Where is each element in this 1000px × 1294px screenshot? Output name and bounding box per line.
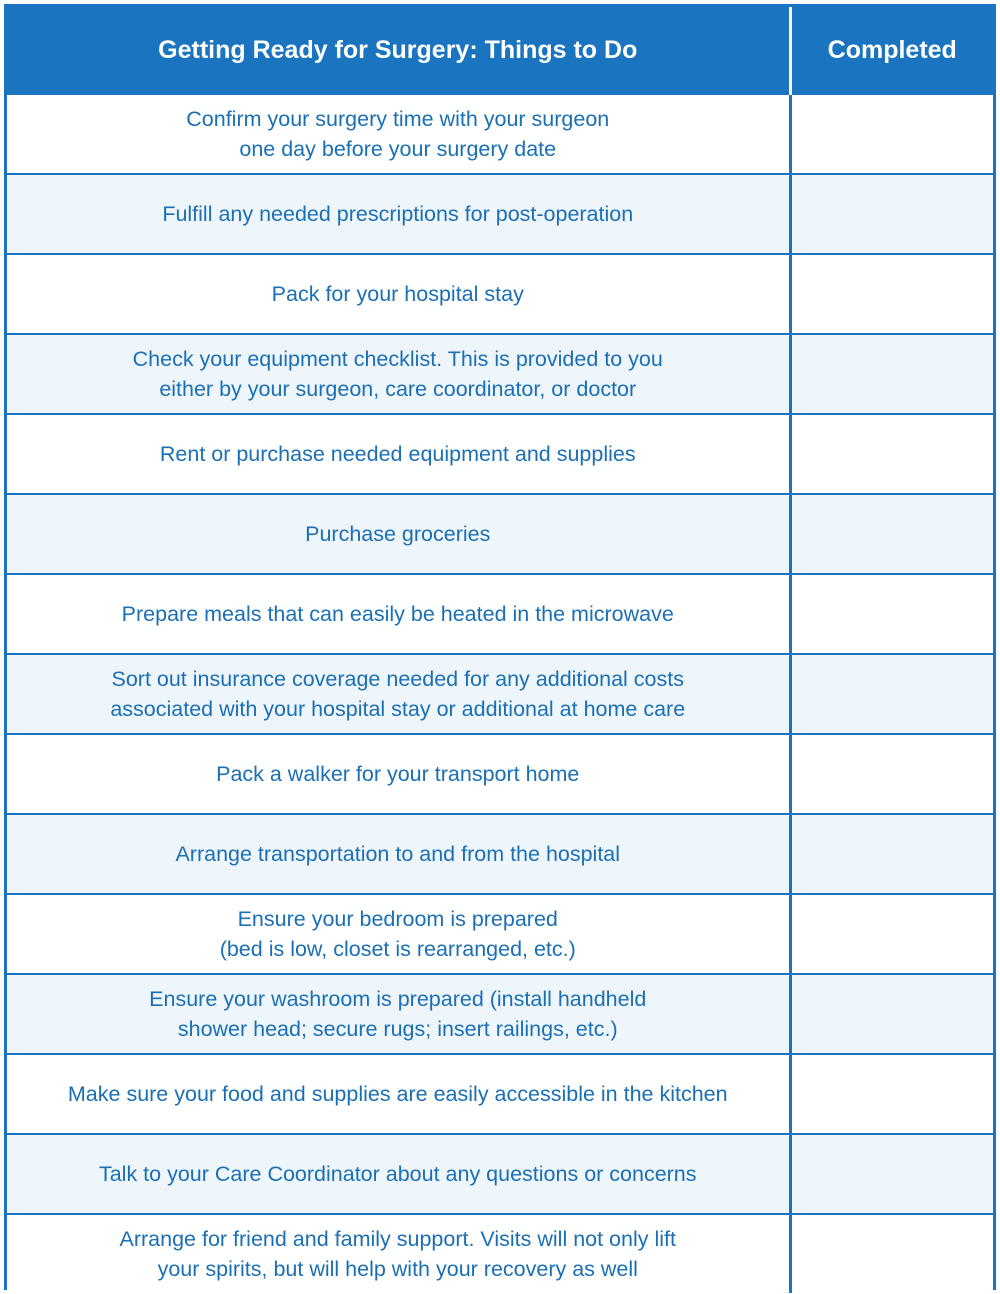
task-text: Prepare meals that can easily be heated in the microwave bbox=[121, 602, 674, 626]
task-cell bbox=[7, 1134, 790, 1214]
completed-cell[interactable] bbox=[790, 334, 993, 414]
completed-cell[interactable] bbox=[790, 654, 993, 734]
task-cell bbox=[7, 574, 790, 654]
task-cell bbox=[7, 814, 790, 894]
task-text: Make sure your food and supplies are easily accessible in the kitchen bbox=[67, 1082, 728, 1106]
table-row bbox=[7, 654, 993, 734]
table-row bbox=[7, 94, 993, 174]
task-text: Ensure your bedroom is prepared (bed is low, closet is rearranged, etc.) bbox=[219, 907, 576, 961]
table-row bbox=[7, 174, 993, 254]
completed-cell[interactable] bbox=[790, 734, 993, 814]
header-completed: Completed bbox=[790, 7, 993, 94]
completed-cell[interactable] bbox=[790, 414, 993, 494]
task-cell bbox=[7, 254, 790, 334]
completed-cell[interactable] bbox=[790, 174, 993, 254]
table-row bbox=[7, 814, 993, 894]
task-text: Talk to your Care Coordinator about any questions or concerns bbox=[98, 1162, 697, 1186]
completed-cell[interactable] bbox=[790, 894, 993, 974]
task-text: Arrange for friend and family support. Visits will not only lift your spirits, but will help with your recovery as well bbox=[119, 1227, 676, 1281]
task-cell bbox=[7, 334, 790, 414]
table-row bbox=[7, 574, 993, 654]
checklist-body bbox=[7, 94, 993, 1293]
task-cell bbox=[7, 654, 790, 734]
table-row bbox=[7, 734, 993, 814]
task-cell bbox=[7, 1214, 790, 1293]
task-cell bbox=[7, 894, 790, 974]
surgery-checklist bbox=[4, 4, 996, 1290]
header-task: Getting Ready for Surgery: Things to Do bbox=[7, 7, 790, 94]
completed-cell[interactable] bbox=[790, 1054, 993, 1134]
task-cell bbox=[7, 974, 790, 1054]
table-row bbox=[7, 254, 993, 334]
completed-cell[interactable] bbox=[790, 574, 993, 654]
task-text: Purchase groceries bbox=[305, 522, 491, 546]
task-text: Ensure your washroom is prepared (install handheld shower head; secure rugs; insert railings, etc.) bbox=[149, 987, 647, 1041]
task-cell bbox=[7, 94, 790, 174]
checklist-table bbox=[7, 7, 993, 1293]
table-row bbox=[7, 494, 993, 574]
task-text: Fulfill any needed prescriptions for post-operation bbox=[162, 202, 634, 226]
header-row bbox=[7, 7, 993, 94]
table-row bbox=[7, 414, 993, 494]
task-text: Arrange transportation to and from the hospital bbox=[175, 842, 621, 866]
table-row bbox=[7, 974, 993, 1054]
task-cell bbox=[7, 734, 790, 814]
table-row bbox=[7, 1134, 993, 1214]
completed-cell[interactable] bbox=[790, 1134, 993, 1214]
completed-cell[interactable] bbox=[790, 974, 993, 1054]
task-text: Pack for your hospital stay bbox=[271, 282, 524, 306]
task-cell bbox=[7, 414, 790, 494]
table-row bbox=[7, 894, 993, 974]
task-cell bbox=[7, 174, 790, 254]
task-text: Rent or purchase needed equipment and supplies bbox=[159, 442, 636, 466]
completed-cell[interactable] bbox=[790, 494, 993, 574]
task-text: Check your equipment checklist. This is provided to you either by your surgeon, care coordinator, or doctor bbox=[132, 347, 663, 401]
table-row bbox=[7, 1054, 993, 1134]
task-text: Confirm your surgery time with your surgeon one day before your surgery date bbox=[186, 107, 610, 161]
task-cell bbox=[7, 1054, 790, 1134]
task-text: Sort out insurance coverage needed for any additional costs associated with your hospital stay or additional at home care bbox=[110, 667, 686, 721]
completed-cell[interactable] bbox=[790, 254, 993, 334]
task-cell bbox=[7, 494, 790, 574]
completed-cell[interactable] bbox=[790, 94, 993, 174]
table-row bbox=[7, 1214, 993, 1293]
task-text: Pack a walker for your transport home bbox=[216, 762, 580, 786]
completed-cell[interactable] bbox=[790, 1214, 993, 1293]
completed-cell[interactable] bbox=[790, 814, 993, 894]
table-row bbox=[7, 334, 993, 414]
